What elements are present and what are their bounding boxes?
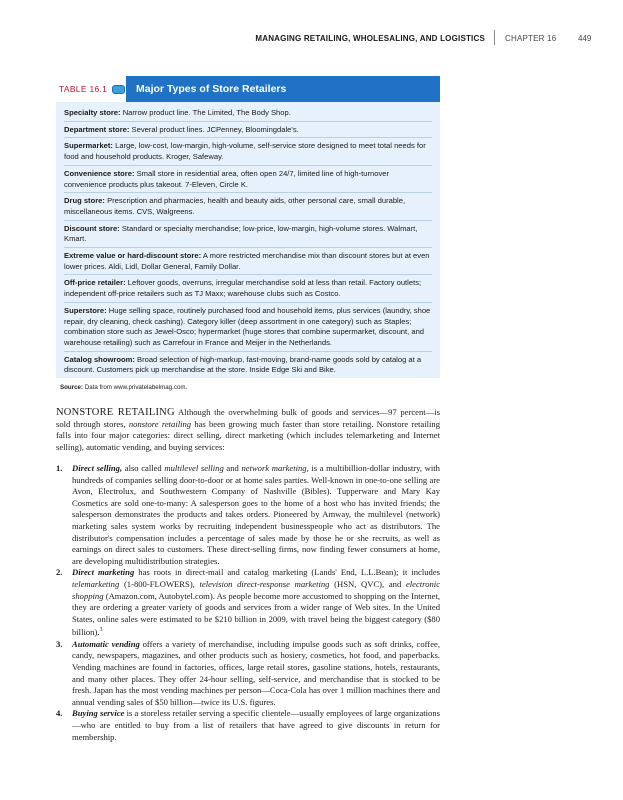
row-desc: Huge selling space, routinely purchased food and household items, plus services (laundry, shoe repair, dry cleaning, check cashing). Category killer (deep assortment in one category) such as Staples; combination store such as Jewel-Osco; hypermarket (huge stores that combine supermarket, discount, and warehouse retailing) such as Carrefour in France and Meijer in the Netherlands. [64, 305, 431, 347]
item-text: also called [124, 463, 162, 473]
nonstore-retailing-paragraph [56, 407, 440, 453]
row-desc: Large, low-cost, low-margin, high-volume, self-service store designed to meet total needs for food and household products. Kroger, Safeway. [64, 141, 426, 162]
row-term: Department store: [64, 124, 130, 134]
source-label: Source: [60, 384, 84, 392]
item-number: 4. [56, 708, 63, 719]
table-tab-icon [112, 85, 125, 94]
table-row [64, 122, 432, 139]
item-number: 1. [56, 463, 63, 473]
running-head-title: MANAGING RETAILING, WHOLESALING, AND LOGISTICS [255, 34, 485, 43]
table-row [64, 248, 432, 275]
table-row [64, 303, 432, 352]
item-text: and [226, 463, 239, 473]
section-title: NONSTORE RETAILING [56, 407, 175, 418]
page-number: 449 [578, 34, 592, 43]
row-desc: Standard or specialty merchandise; low-price, low-margin, high-volume stores. Walmart, Kmart. [64, 223, 418, 244]
paragraph-text: has been growing much faster than store retailing. Nonstore retailing falls into four major categories: direct selling, direct marketing (which includes telemarketing and Internet selling), automatic vending, and buying services: [56, 418, 440, 452]
table-row [64, 221, 432, 248]
footnote-ref: 3 [99, 627, 103, 634]
row-desc: Small store in residential area, often open 24/7, limited line of high-turnover convenience products plus takeout. 7-Eleven, Circle K. [64, 168, 390, 189]
table-header [56, 76, 440, 102]
item-text: is a storeless retailer serving a specific clientele—usually employees of large organizations—who are entitled to buy from a list of retailers that have agreed to give discounts in return for membership. [72, 708, 440, 742]
table-row [64, 193, 432, 220]
paragraph-text: Although the overwhelming bulk of goods and services—97 percent—is sold through stores, [56, 407, 440, 429]
row-term: Catalog showroom: [64, 354, 135, 364]
row-desc: Prescription and pharmacies, health and beauty aids, other personal care, small durable, miscellaneous items. CVS, Walgreens. [64, 196, 406, 216]
row-desc: Narrow product line. The Limited, The Body Shop. [122, 108, 291, 117]
row-term: Drug store: [64, 196, 105, 206]
item-text: offers a variety of merchandise, including impulse goods such as soft drinks, coffee, candy, newspapers, magazines, and other products such as hosiery, cosmetics, hot food, and paperbacks. Vending machines are found in factories, offices, large retail stores, gasoline stations, hotels, restaurants, and many other places. They offer 24-hour selling, self-service, and merchandise that is stocked to be fresh. Japan has the most vending machines per person—Coca-Cola has over 1 million machines there and annual vending sales of $50 billion—twice its U.S. figures. [72, 638, 441, 707]
table-body [56, 102, 440, 378]
row-desc: Several product lines. JCPenney, Bloomingdale's. [131, 124, 299, 134]
running-head-divider [494, 30, 495, 45]
table-source [56, 378, 440, 391]
item-text: (Amazon.com, Autobytel.com). As people become more accustomed to shopping on the Internet, they are ordering a greater variety of goods and services from a wider range of Web sites. In the United States, online sales were estimated to be $210 billion in 2009, with travel being the biggest category ($80 billion). [72, 590, 441, 638]
table-row [64, 105, 432, 122]
list-item [56, 639, 440, 709]
item-term: Automatic vending [72, 638, 140, 649]
item-italic: multilevel selling [164, 463, 224, 473]
nonstore-categories-list [56, 463, 440, 743]
row-term: Supermarket: [64, 141, 113, 151]
row-term: Convenience store: [64, 168, 135, 178]
item-text: (HSN, QVC), and [334, 578, 402, 589]
table-label: TABLE 16.1 [59, 84, 108, 94]
row-desc: A more restricted merchandise mix than discount stores but at even lower prices. Aldi, Lidl, Dollar General, Family Dollar. [64, 251, 430, 271]
item-text: has roots in direct-mail and catalog marketing (Lands' End, L.L.Bean); it includes [138, 567, 440, 578]
item-italic: telemarketing [72, 578, 120, 589]
item-italic: electronic shopping [72, 578, 441, 601]
item-italic: television direct-response marketing [199, 578, 330, 589]
table-row [64, 275, 432, 302]
item-number: 3. [56, 638, 63, 649]
row-desc: Leftover goods, overruns, irregular merchandise sold at less than retail. Factory outlets; independent off-price retailers such as TJ Maxx; warehouse clubs such as Costco. [64, 278, 422, 299]
row-term: Superstore: [64, 305, 107, 315]
item-term: Direct marketing [72, 567, 135, 578]
chapter-label: CHAPTER 16 [505, 34, 557, 43]
row-desc: Broad selection of high-markup, fast-moving, brand-name goods sold by catalog at a discount. Customers pick up merchandise at the store. Inside Edge Ski and Bike. [64, 354, 422, 375]
paragraph-term: nonstore retailing [128, 418, 192, 429]
list-item [56, 708, 440, 743]
list-item [56, 567, 440, 638]
item-text: is a multibillion-dollar industry, with hundreds of companies selling door-to-door or at home sales parties. Well-known in one-to-one selling are Avon, Electrolux, and Southwestern Company of Nashville (Bibles). Tupperware and Mary Kay Cosmetics are sold one-to-many: A salesperson goes to the home of a host who has invited friends; the salesperson demonstrates the products and takes orders. Pioneered by Amway, the multilevel (network) marketing sales system works by recruiting independent businesspeople who act as distributors. The distributor's compensation includes a percentage of sales made by those he or she recruits, as well as earnings on direct sales to customers. These direct-selling firms, now finding fewer consumers at home, are developing multidistribution strategies. [72, 463, 440, 566]
table-row [64, 166, 432, 193]
row-term: Off-price retailer: [64, 278, 126, 288]
item-text: (1-800-FLOWERS), [123, 578, 195, 589]
row-term: Discount store: [64, 223, 120, 233]
table-row [64, 352, 432, 378]
running-head [0, 34, 623, 48]
item-term: Buying service [72, 708, 125, 719]
row-term: Extreme value or hard-discount store: [64, 251, 202, 261]
list-item [56, 463, 440, 567]
item-number: 2. [56, 567, 63, 578]
source-text: Data from www.privatelabelmag.com. [84, 384, 188, 392]
row-term: Specialty store: [64, 108, 121, 117]
table-row [64, 138, 432, 165]
store-retailers-table [56, 76, 440, 391]
table-title: Major Types of Store Retailers [126, 76, 440, 102]
item-italic: network marketing, [241, 463, 309, 473]
item-term: Direct selling, [72, 463, 123, 473]
